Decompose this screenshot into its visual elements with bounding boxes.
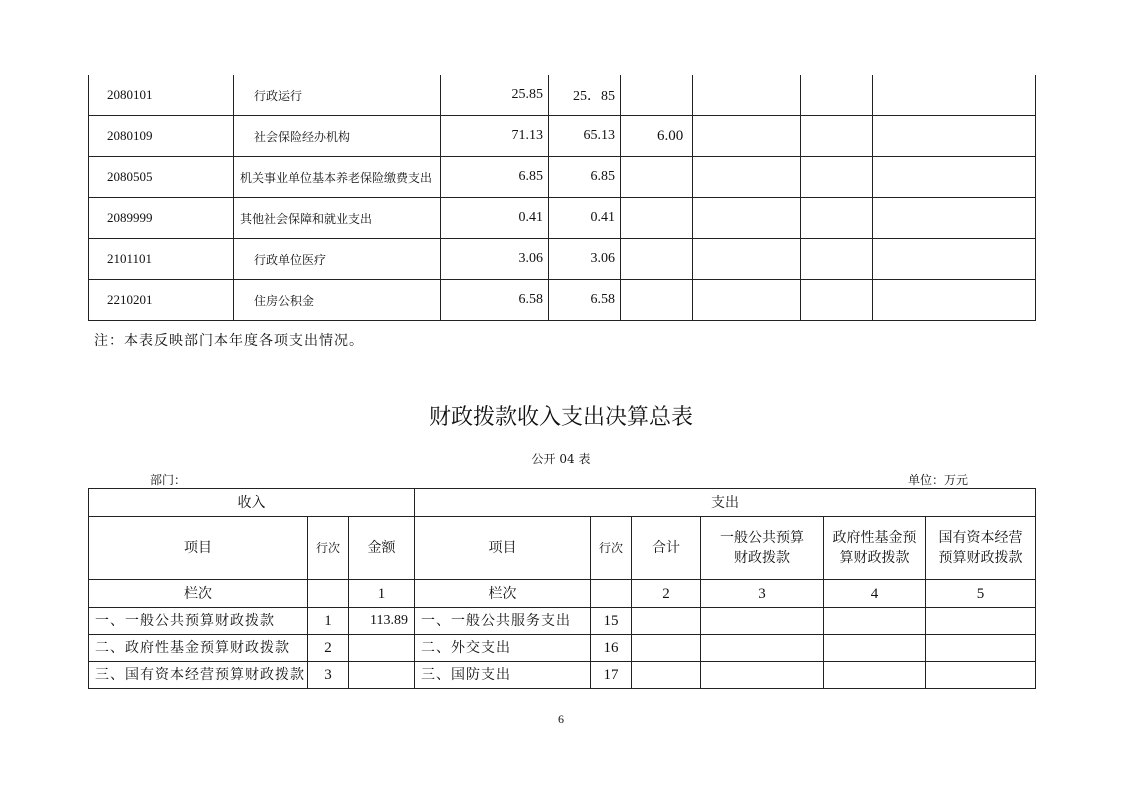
subject-code: 2101101 [89, 239, 234, 280]
subject-code: 2080101 [89, 75, 234, 116]
idx-2: 2 [632, 580, 701, 608]
expense-header: 支出 [415, 489, 1036, 517]
table-row [89, 198, 1036, 239]
income-row-no: 2 [308, 635, 349, 662]
total-value: 25.85 [441, 75, 549, 116]
col-fund-budget: 政府性基金预算财政拨款 [824, 517, 926, 580]
expense-item: 一、一般公共服务支出 [415, 608, 591, 635]
subject-name: 社会保险经办机构 [234, 116, 441, 157]
income-item: 三、国有资本经营预算财政拨款 [89, 662, 308, 689]
income-item: 二、政府性基金预算财政拨款 [89, 635, 308, 662]
income-row-no: 3 [308, 662, 349, 689]
income-amount [349, 662, 415, 689]
subject-name: 住房公积金 [234, 280, 441, 321]
col-row: 行次 [308, 517, 349, 580]
subject-name: 机关事业单位基本养老保险缴费支出 [234, 157, 441, 198]
expense-item: 三、国防支出 [415, 662, 591, 689]
subject-name: 其他社会保障和就业支出 [234, 198, 441, 239]
subject-code: 2089999 [89, 198, 234, 239]
total-value: 6.58 [441, 280, 549, 321]
expense-item: 二、外交支出 [415, 635, 591, 662]
income-header: 收入 [89, 489, 415, 517]
subject-name: 行政单位医疗 [234, 239, 441, 280]
total-value: 3.06 [441, 239, 549, 280]
total-value: 0.41 [441, 198, 549, 239]
col-item: 项目 [89, 517, 308, 580]
col-total: 合计 [632, 517, 701, 580]
subject-name: 行政运行 [234, 75, 441, 116]
col-amount: 金额 [349, 517, 415, 580]
income-amount: 113.89 [349, 608, 415, 635]
col-general-budget: 一般公共预算财政拨款 [701, 517, 824, 580]
form-number: 公开 04 表 [531, 452, 591, 466]
col-item-expense: 项目 [415, 517, 591, 580]
income-item: 一、一般公共预算财政拨款 [89, 608, 308, 635]
project-value [621, 75, 693, 116]
table-note: 注：本表反映部门本年度各项支出情况。 [94, 333, 364, 349]
table-row [89, 662, 1036, 689]
expense-row-no: 16 [591, 635, 632, 662]
idx-label-expense: 栏次 [415, 580, 591, 608]
basic-value: 3.06 [549, 239, 621, 280]
table-row [89, 75, 1036, 116]
idx-4: 4 [824, 580, 926, 608]
subject-code: 2080109 [89, 116, 234, 157]
department-label: 部门： [150, 473, 187, 487]
col-row-expense: 行次 [591, 517, 632, 580]
col-capital-budget: 国有资本经营预算财政拨款 [926, 517, 1036, 580]
table-row [89, 280, 1036, 321]
expense-row-no: 17 [591, 662, 632, 689]
fiscal-summary-table [88, 488, 1036, 689]
basic-value: 25．85 [549, 75, 621, 116]
table-row [89, 635, 1036, 662]
idx-1: 1 [349, 580, 415, 608]
expense-row-no: 15 [591, 608, 632, 635]
basic-value: 6.58 [549, 280, 621, 321]
table-row [89, 608, 1036, 635]
total-value: 6.85 [441, 157, 549, 198]
idx-5: 5 [926, 580, 1036, 608]
project-value [621, 280, 693, 321]
idx-3: 3 [701, 580, 824, 608]
income-amount [349, 635, 415, 662]
basic-value: 65.13 [549, 116, 621, 157]
project-value: 6.00 [621, 116, 693, 157]
page-number: 6 [558, 712, 564, 726]
table-row [89, 116, 1036, 157]
table-row [89, 157, 1036, 198]
basic-value: 0.41 [549, 198, 621, 239]
project-value [621, 239, 693, 280]
project-value [621, 198, 693, 239]
table-row [89, 239, 1036, 280]
income-row-no: 1 [308, 608, 349, 635]
unit-label: 单位：万元 [908, 473, 969, 487]
expense-detail-table [88, 75, 1036, 321]
subject-code: 2080505 [89, 157, 234, 198]
idx-label: 栏次 [89, 580, 308, 608]
page-title: 财政拨款收入支出决算总表 [428, 405, 693, 430]
total-value: 71.13 [441, 116, 549, 157]
subject-code: 2210201 [89, 280, 234, 321]
project-value [621, 157, 693, 198]
basic-value: 6.85 [549, 157, 621, 198]
